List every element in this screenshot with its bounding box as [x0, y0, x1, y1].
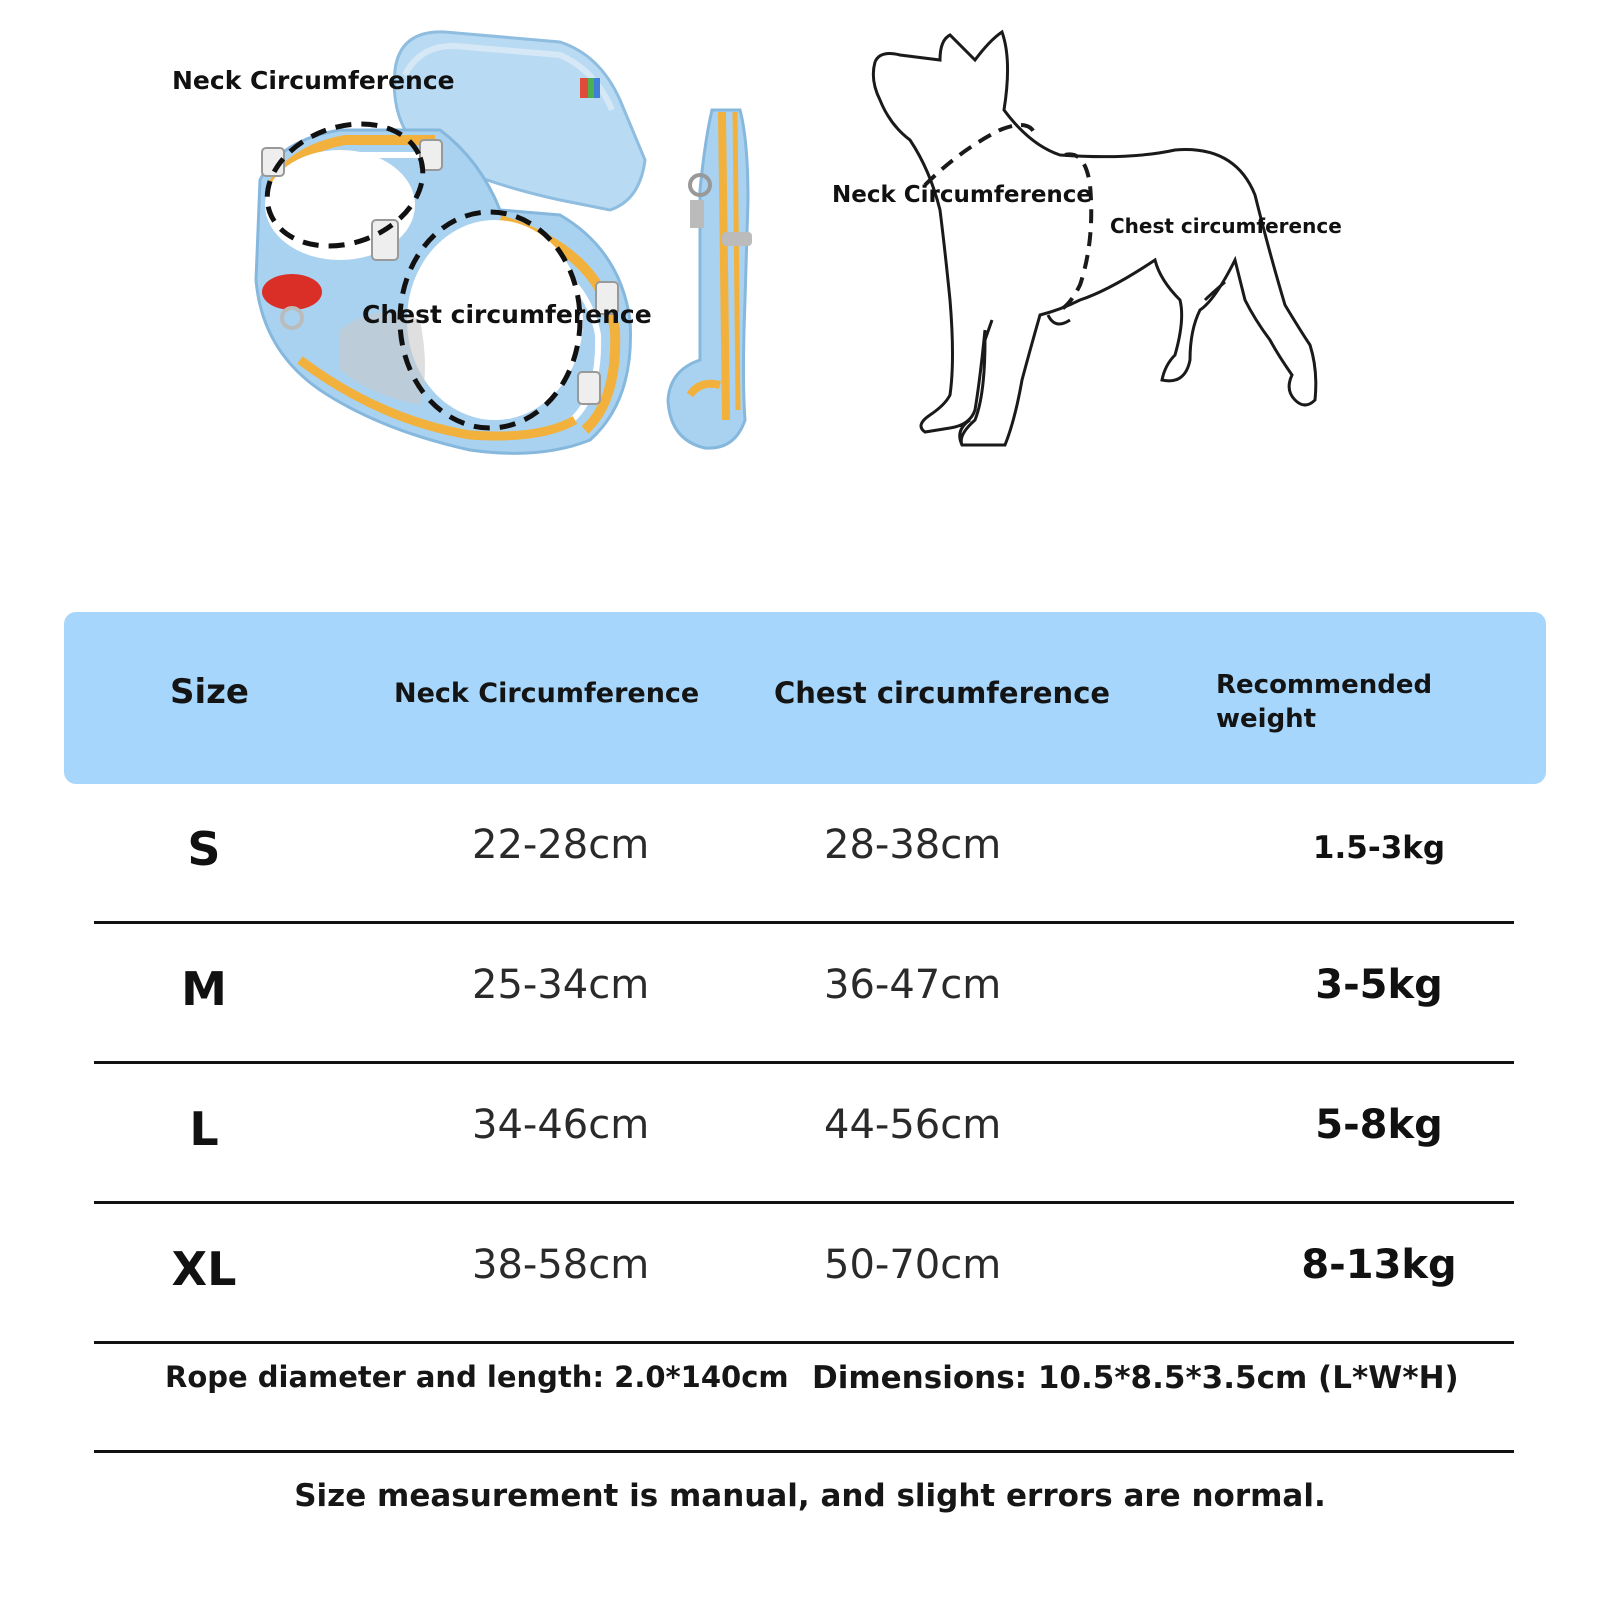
leash [668, 110, 752, 448]
harness-neck-label: Neck Circumference [172, 66, 455, 95]
neck-cell: 38-58cm [472, 1242, 650, 1288]
size-cell: M [181, 962, 227, 1016]
neck-cell: 34-46cm [472, 1102, 650, 1148]
product-illustration [0, 0, 1600, 520]
dog-outline [873, 32, 1315, 445]
weight-cell: 1.5-3kg [1312, 830, 1446, 866]
weight-cell: 5-8kg [1315, 1102, 1443, 1148]
table-header [64, 612, 1546, 784]
footer-divider [94, 1450, 1514, 1453]
measurement-note: Size measurement is manual, and slight errors are normal. [294, 1478, 1326, 1514]
table-row [64, 1064, 1546, 1204]
chest-cell: 28-38cm [824, 822, 1002, 868]
neck-cell: 22-28cm [472, 822, 650, 868]
row-divider [94, 1341, 1514, 1344]
header-recommended-weight: Recommended weight [1216, 670, 1433, 734]
table-row [64, 1204, 1546, 1344]
neck-cell: 25-34cm [472, 962, 650, 1008]
size-chart-table [64, 612, 1546, 1296]
chest-cell: 36-47cm [824, 962, 1002, 1008]
rope-info: Rope diameter and length: 2.0*140cm [165, 1360, 789, 1394]
header-chest-circumference: Chest circumference [774, 676, 1111, 710]
harness-chest-label: Chest circumference [362, 300, 652, 329]
header-size: Size [170, 672, 249, 712]
header-neck-circumference: Neck Circumference [394, 678, 700, 709]
table-row [64, 784, 1546, 924]
chest-cell: 44-56cm [824, 1102, 1002, 1148]
dimensions-info: Dimensions: 10.5*8.5*3.5cm (L*W*H) [812, 1360, 1459, 1396]
size-cell: XL [171, 1242, 237, 1296]
dog-chest-label: Chest circumference [1110, 214, 1342, 238]
table-row [64, 924, 1546, 1064]
weight-cell: 3-5kg [1315, 962, 1443, 1008]
chest-cell: 50-70cm [824, 1242, 1002, 1288]
dog-neck-label: Neck Circumference [832, 182, 1093, 208]
size-cell: S [187, 822, 221, 876]
size-cell: L [189, 1102, 219, 1156]
weight-cell: 8-13kg [1301, 1242, 1457, 1288]
